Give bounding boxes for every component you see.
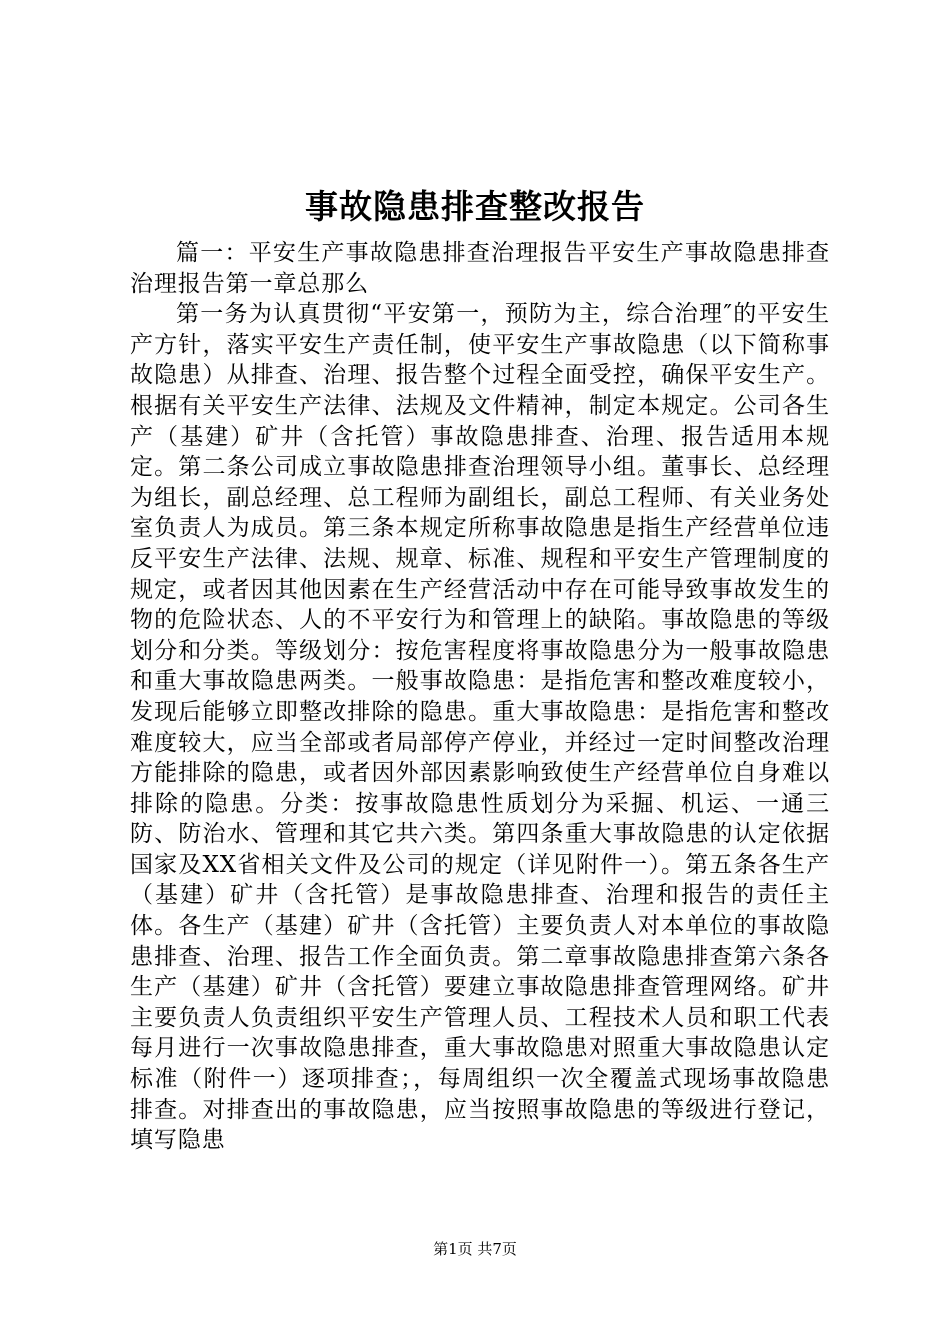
document-body [130,238,830,1156]
paragraph-intro: 篇一：平安生产事故隐患排查治理报告平安生产事故隐患排查治理报告第一章总那么 [130,240,830,297]
document-title: 事故隐患排查整改报告 [305,187,645,226]
page-number-footer: 第1页 共7页 [433,1240,517,1258]
paragraph-main: 第一务为认真贯彻“平安第一，预防为主，综合治理″的平安生产方针，落实平安生产责任制，使平安生产事故隐患（以下简称事故隐患）从排查、治理、报告整个过程全面受控，确保平安生产。根据有关平安生产法律、法规及文件精神，制定本规定。公司各生产（基建）矿井（含托管）事故隐患排查、治理、报告适用本规定。第二条公司成立事故隐患排查治理领导小组。董事长、总经理为组长，副总经理、总工程师为副组长，副总工程师、有关业务处室负责人为成员。第三条本规定所称事故隐患是指生产经营单位违反平安生产法律、法规、规章、标准、规程和平安生产管理制度的规定，或者因其他因素在生产经营活动中存在可能导致事故发生的物的危险状态、人的不平安行为和管理上的缺陷。事故隐患的等级划分和分类。等级划分：按危害程度将事故隐患分为一般事故隐患和重大事故隐患两类。一般事故隐患：是指危害和整改难度较小，发现后能够立即整改排除的隐患。重大事故隐患：是指危害和整改难度较大，应当全部或者局部停产停业，并经过一定时间整改治理方能排除的隐患，或者因外部因素影响致使生产经营单位自身难以排除的隐患。分类：按事故隐患性质划分为采掘、机运、一通三防、防治水、管理和其它共六类。第四条重大事故隐患的认定依据国家及XX省相关文件及公司的规定（详见附件一）。第五条各生产（基建）矿井（含托管）是事故隐患排查、治理和报告的责任主体。各生产（基建）矿井（含托管）主要负责人对本单位的事故隐患排查、治理、报告工作全面负责。第二章事故隐患排查第六条各生产（基建）矿井（含托管）要建立事故隐患排查管理网络。矿井主要负责人负责组织平安生产管理人员、工程技术人员和职工代表每月进行一次事故隐患排查，重大事故隐患对照重大事故隐患认定标准（附件一）逐项排查；，每周组织一次全覆盖式现场事故隐患排查。对排查出的事故隐患，应当按照事故隐患的等级进行登记，填写隐患 [130,301,830,1154]
